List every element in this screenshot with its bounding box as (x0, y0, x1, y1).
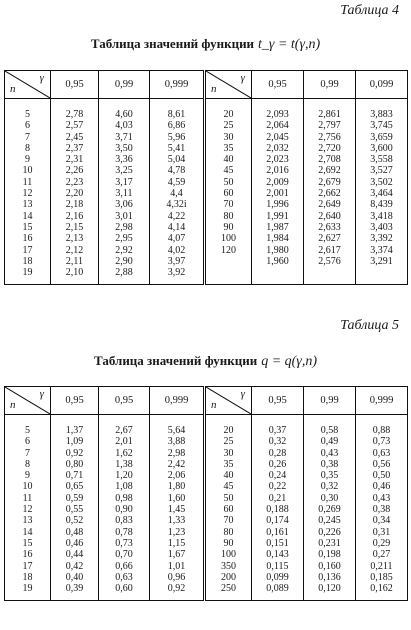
table-cell: 70 (223, 515, 234, 527)
table-cell: 60 (223, 504, 234, 516)
table-cell: 1,37 (65, 425, 84, 436)
table-cell: 2,679 (318, 176, 341, 188)
corner-n-label: n (10, 398, 16, 411)
table-cell: 3,883 (370, 109, 393, 120)
table-cell: 0,231 (318, 537, 341, 549)
table-cell: 2,26 (65, 165, 84, 177)
table-cell: 0,162 (370, 583, 393, 595)
table-cell: 250 (221, 583, 236, 595)
table-cell: 0,80 (65, 458, 84, 470)
table4-corner-left (5, 71, 51, 99)
table-cell: 0,099 (266, 571, 289, 583)
table4-left-n-column (5, 99, 51, 285)
table-cell: 12 (22, 504, 33, 516)
table-cell: 4,07 (167, 233, 186, 245)
table-cell: 3,291 (370, 255, 393, 267)
table4-right-header-2: 0,99 (304, 71, 356, 99)
table-cell: 0,089 (266, 583, 289, 595)
table-cell: 17 (22, 244, 33, 256)
table-cell: 200 (221, 571, 236, 583)
table-cell: 0,46 (372, 481, 391, 493)
table4-title-text: Таблица значений функции (90, 36, 255, 51)
table5-left-col-1 (51, 415, 99, 601)
table-cell: 1,45 (167, 504, 186, 516)
table5-right-col-2 (304, 415, 356, 601)
table-cell: 2,57 (65, 120, 84, 132)
table-cell: 25 (223, 120, 234, 132)
table-cell: 13 (22, 515, 33, 527)
table-cell: 0,92 (167, 583, 186, 595)
table-cell: 9 (25, 470, 30, 482)
corner-n-label: n (211, 82, 217, 95)
table5-title (0, 353, 411, 370)
table5-corner-left (5, 387, 51, 415)
table-cell: 0,185 (370, 571, 393, 583)
table-cell: 4,14 (167, 221, 186, 233)
table-cell: 2,16 (65, 210, 84, 222)
table-cell: 50 (223, 176, 234, 188)
table-cell: 2,001 (266, 188, 289, 200)
table-cell: 0,66 (115, 560, 133, 572)
table-cell: 4,02 (167, 244, 186, 256)
table-cell: 5 (25, 425, 30, 436)
table5-right-col-3 (356, 415, 408, 601)
table-cell: 70 (223, 199, 234, 211)
table-cell: 0,211 (370, 560, 393, 572)
table-cell: 25 (223, 436, 234, 448)
table-cell: 0,21 (268, 492, 287, 504)
table-cell: 6 (25, 120, 30, 132)
table-cell: 2,98 (115, 221, 133, 233)
table-cell: 2,06 (167, 470, 186, 482)
table4-right-col-1 (252, 99, 304, 285)
table-cell: 0,198 (318, 549, 341, 561)
table-cell: 2,37 (65, 142, 84, 154)
table-cell: 0,37 (268, 425, 287, 436)
table-cell: 3,464 (370, 188, 393, 200)
table4-right-n-column (205, 99, 252, 285)
table4-formula: t_γ = t(γ,n) (258, 37, 321, 52)
table-cell: 2,093 (266, 109, 289, 120)
table-cell: 20 (223, 425, 234, 436)
table-cell: 13 (22, 199, 33, 211)
table-cell: 5 (25, 109, 30, 120)
table-cell: 16 (22, 233, 33, 245)
table-cell: 4,78 (167, 165, 186, 177)
table-cell: 0,24 (268, 470, 287, 482)
table-cell: 1,62 (115, 447, 133, 459)
table-cell: 45 (223, 165, 234, 177)
table5-left-col-2 (99, 415, 150, 601)
table-cell: 2,861 (318, 109, 341, 120)
table-cell: 30 (223, 131, 234, 143)
table4-body-row (5, 99, 408, 285)
table-cell: 1,60 (167, 492, 186, 504)
table-cell: 2,11 (65, 255, 84, 267)
table-cell: 2,10 (65, 267, 84, 279)
table5-left-col-3 (150, 415, 205, 601)
table5-grid (4, 386, 408, 601)
table-cell: 3,745 (370, 120, 393, 132)
table5-left-header-3: 0,999 (150, 387, 205, 415)
table-cell: 3,659 (370, 131, 393, 143)
table-cell: 2,45 (65, 131, 84, 143)
table-cell: 19 (22, 583, 33, 595)
table-cell: 40 (223, 154, 234, 166)
table-cell: 15 (22, 537, 33, 549)
corner-gamma-label: γ (240, 72, 245, 84)
table-cell: 2,045 (266, 131, 289, 143)
table4-left-header-1: 0,95 (51, 71, 99, 99)
table-cell: 2,708 (318, 154, 341, 166)
table-cell: 2,617 (318, 244, 341, 256)
table-cell: 0,73 (115, 537, 133, 549)
table-cell: 0,96 (167, 571, 186, 583)
table-cell: 0,43 (320, 447, 339, 459)
table-cell: 0,98 (115, 492, 133, 504)
table-cell: 2,90 (115, 255, 133, 267)
table-cell: 12 (22, 188, 33, 200)
table-cell: 0,151 (266, 537, 289, 549)
table-cell: 1,08 (115, 481, 133, 493)
table-cell: 8 (25, 458, 30, 470)
table-cell: 0,143 (266, 549, 289, 561)
table-cell: 0,38 (320, 458, 339, 470)
table-cell: 0,30 (320, 492, 339, 504)
table-cell: 2,009 (266, 176, 289, 188)
table-cell: 19 (22, 267, 33, 279)
table-cell: 5,96 (167, 131, 186, 143)
table-cell: 0,65 (65, 481, 84, 493)
table-cell: 2,016 (266, 165, 289, 177)
table-cell: 3,17 (115, 176, 133, 188)
table5-left-header-1: 0,95 (51, 387, 99, 415)
table-cell: 0,92 (65, 447, 84, 459)
table-cell: 4,32i (166, 199, 187, 211)
table-cell: 3,374 (370, 244, 393, 256)
corner-gamma-label: γ (39, 72, 44, 84)
table-cell: 18 (22, 571, 33, 583)
table-cell: 4,03 (115, 120, 133, 132)
table-cell: 2,98 (167, 447, 186, 459)
table-cell: 35 (223, 142, 234, 154)
table-cell: 0,78 (115, 526, 133, 538)
table-cell: 0,160 (318, 560, 341, 572)
table-cell: 0,245 (318, 515, 341, 527)
table-cell: 3,502 (370, 176, 393, 188)
table-cell: 0,63 (115, 571, 133, 583)
table-cell: 10 (22, 481, 33, 493)
table-cell: 3,71 (115, 131, 133, 143)
table-cell: 5,41 (167, 142, 186, 154)
table-cell: 0,63 (372, 447, 391, 459)
table5-label: Таблица 5 (340, 318, 399, 333)
table5-title-text: Таблица значений функции (94, 353, 258, 368)
table-cell: 2,032 (266, 142, 289, 154)
table-cell: 3,11 (115, 188, 133, 200)
table-cell: 40 (223, 470, 234, 482)
table-cell: 0,56 (372, 458, 391, 470)
table-cell: 2,627 (318, 233, 341, 245)
table-cell: 0,38 (372, 504, 391, 516)
table-cell: 0,226 (318, 526, 341, 538)
table-cell: 1,01 (167, 560, 186, 572)
table-cell: 0,48 (65, 526, 84, 538)
table4-section (0, 0, 411, 310)
table-cell: 1,960 (266, 255, 289, 267)
table-cell: 1,991 (266, 210, 289, 222)
table-cell: 3,06 (115, 199, 133, 211)
table-cell: 2,023 (266, 154, 289, 166)
table-cell: 14 (22, 526, 33, 538)
table4-corner-right (205, 71, 252, 99)
table-cell: 0,34 (372, 515, 391, 527)
table-cell: 90 (223, 221, 234, 233)
table-cell: 5,04 (167, 154, 186, 166)
corner-n-label: n (211, 398, 217, 411)
table4-left-col-1 (51, 99, 99, 285)
table-cell: 11 (22, 176, 33, 188)
table-cell: 3,418 (370, 210, 393, 222)
table-cell: 350 (221, 560, 236, 572)
table-cell: 20 (223, 109, 234, 120)
table-cell: 3,527 (370, 165, 393, 177)
table-cell: 45 (223, 481, 234, 493)
table-cell: 0,27 (372, 549, 391, 561)
table-cell: 0,90 (115, 504, 133, 516)
table-cell: 10 (22, 165, 33, 177)
table-cell: 2,18 (65, 199, 84, 211)
table-cell: 2,92 (115, 244, 133, 256)
table-cell: 0,22 (268, 481, 287, 493)
table-cell: 2,756 (318, 131, 341, 143)
table-cell: 1,987 (266, 221, 289, 233)
table5-right-col-1 (252, 415, 304, 601)
table-cell: 8 (25, 142, 30, 154)
table-cell: 80 (223, 210, 234, 222)
table5-right-n-column (205, 415, 252, 601)
table-cell: 1,67 (167, 549, 186, 561)
table4-right-header-3: 0,099 (356, 71, 408, 99)
table-cell: 0,32 (320, 481, 339, 493)
table-cell: 0,44 (65, 549, 84, 561)
table-cell: 120 (221, 244, 236, 256)
table-cell: 0,269 (318, 504, 341, 516)
table4-grid (4, 70, 408, 285)
table4-left-col-2 (99, 99, 150, 285)
table-cell: 18 (22, 255, 33, 267)
table-cell: 1,33 (167, 515, 186, 527)
table-cell: 35 (223, 458, 234, 470)
table-cell: 2,15 (65, 221, 84, 233)
table-cell: 0,83 (115, 515, 133, 527)
table-cell: 6,86 (167, 120, 186, 132)
table-cell: 2,649 (318, 199, 341, 211)
table5-right-header-3: 0,999 (356, 387, 408, 415)
table-cell: 30 (223, 447, 234, 459)
table-cell: 0,28 (268, 447, 287, 459)
table-cell: 50 (223, 492, 234, 504)
table5-right-header-2: 0,99 (304, 387, 356, 415)
table-cell: 3,88 (167, 436, 186, 448)
table4-right-col-3 (356, 99, 408, 285)
table-cell: 2,95 (115, 233, 133, 245)
corner-n-label: n (10, 82, 16, 95)
table4-header-row (5, 71, 408, 99)
table-cell: 7 (25, 131, 30, 143)
table-cell: 2,78 (65, 109, 84, 120)
table-cell: 0,26 (268, 458, 287, 470)
table-cell: 15 (22, 221, 33, 233)
table-cell: 2,88 (115, 267, 133, 279)
table-cell: 1,09 (65, 436, 84, 448)
table-cell: 0,70 (115, 549, 133, 561)
table-cell: 2,633 (318, 221, 341, 233)
table-cell: 2,01 (115, 436, 133, 448)
table-cell: 1,15 (167, 537, 186, 549)
table-cell: 3,25 (115, 165, 133, 177)
table-cell: 4,59 (167, 176, 186, 188)
table-cell (206, 256, 251, 267)
table5-header-row (5, 387, 408, 415)
table5-formula: q = q(γ,n) (261, 354, 317, 369)
table-cell: 0,60 (115, 583, 133, 595)
table-cell: 80 (223, 526, 234, 538)
table-cell: 60 (223, 188, 234, 200)
table-cell: 1,980 (266, 244, 289, 256)
table-cell: 0,88 (372, 425, 391, 436)
table-cell: 0,31 (372, 526, 391, 538)
table5-left-header-2: 0,95 (99, 387, 150, 415)
table-cell: 6 (25, 436, 30, 448)
table-cell: 9 (25, 154, 30, 166)
table-cell: 0,40 (65, 571, 84, 583)
table-cell: 0,46 (65, 537, 84, 549)
table-cell: 0,115 (266, 560, 289, 572)
table-cell: 2,662 (318, 188, 341, 200)
table5-body-row (5, 415, 408, 601)
table-cell: 0,43 (372, 492, 391, 504)
table-cell: 3,403 (370, 221, 393, 233)
table-cell: 8,61 (167, 109, 186, 120)
table-cell: 2,67 (115, 425, 133, 436)
table-cell: 1,20 (115, 470, 133, 482)
table-cell: 1,984 (266, 233, 289, 245)
table-cell: 4,22 (167, 210, 186, 222)
table-cell: 0,73 (372, 436, 391, 448)
table-cell: 0,174 (266, 515, 289, 527)
table-cell: 3,36 (115, 154, 133, 166)
table4-left-header-3: 0,999 (150, 71, 205, 99)
table-cell: 2,640 (318, 210, 341, 222)
table4-left-col-3 (150, 99, 205, 285)
table-cell: 2,576 (318, 255, 341, 267)
table5-corner-right (205, 387, 252, 415)
table-cell: 0,29 (372, 537, 391, 549)
table-cell: 0,188 (266, 504, 289, 516)
table-cell: 3,558 (370, 154, 393, 166)
table4-title (0, 36, 411, 53)
table-cell: 2,720 (318, 142, 341, 154)
table-cell: 2,797 (318, 120, 341, 132)
table-cell: 0,42 (65, 560, 84, 572)
table4-label: Таблица 4 (340, 3, 399, 18)
table4-right-col-2 (304, 99, 356, 285)
table-cell: 17 (22, 560, 33, 572)
table-cell: 100 (221, 549, 236, 561)
table-cell: 3,97 (167, 255, 186, 267)
table-cell: 2,064 (266, 120, 289, 132)
table-cell: 0,50 (372, 470, 391, 482)
table-cell: 2,12 (65, 244, 84, 256)
table-cell: 3,50 (115, 142, 133, 154)
table-cell: 2,23 (65, 176, 84, 188)
table-cell: 2,13 (65, 233, 84, 245)
table-cell: 0,136 (318, 571, 341, 583)
table-cell: 0,59 (65, 492, 84, 504)
table-cell: 3,600 (370, 142, 393, 154)
table-cell: 2,692 (318, 165, 341, 177)
table4-right-header-1: 0,95 (252, 71, 304, 99)
table-cell: 16 (22, 549, 33, 561)
table-cell: 11 (22, 492, 33, 504)
corner-gamma-label: γ (240, 388, 245, 400)
table-cell: 0,52 (65, 515, 84, 527)
table-cell: 0,55 (65, 504, 84, 516)
table-cell: 1,80 (167, 481, 186, 493)
table-cell: 0,32 (268, 436, 287, 448)
table-cell: 3,01 (115, 210, 133, 222)
table-cell: 0,35 (320, 470, 339, 482)
table-cell: 90 (223, 537, 234, 549)
table-cell: 3,92 (167, 267, 186, 279)
table-cell: 0,58 (320, 425, 339, 436)
corner-gamma-label: γ (39, 388, 44, 400)
table-cell: 1,996 (266, 199, 289, 211)
table-cell: 1,23 (167, 526, 186, 538)
table-cell: 2,31 (65, 154, 84, 166)
table-cell: 0,71 (65, 470, 84, 482)
table-cell: 2,42 (167, 458, 186, 470)
table5-section (0, 318, 411, 630)
table5-right-header-1: 0,95 (252, 387, 304, 415)
table-cell: 8,439 (370, 199, 393, 211)
table-cell: 7 (25, 447, 30, 459)
table-cell: 3,392 (370, 233, 393, 245)
table-cell: 5,64 (167, 425, 186, 436)
table-cell: 4,4 (170, 188, 183, 200)
table-cell: 2,20 (65, 188, 84, 200)
table-cell: 0,120 (318, 583, 341, 595)
table4-left-header-2: 0,99 (99, 71, 150, 99)
table-cell: 0,49 (320, 436, 339, 448)
table-cell: 100 (221, 233, 236, 245)
table5-left-n-column (5, 415, 51, 601)
table-cell: 14 (22, 210, 33, 222)
table-cell: 0,161 (266, 526, 289, 538)
table-cell: 0,39 (65, 583, 84, 595)
table-cell: 4,60 (115, 109, 133, 120)
table-cell: 1,38 (115, 458, 133, 470)
